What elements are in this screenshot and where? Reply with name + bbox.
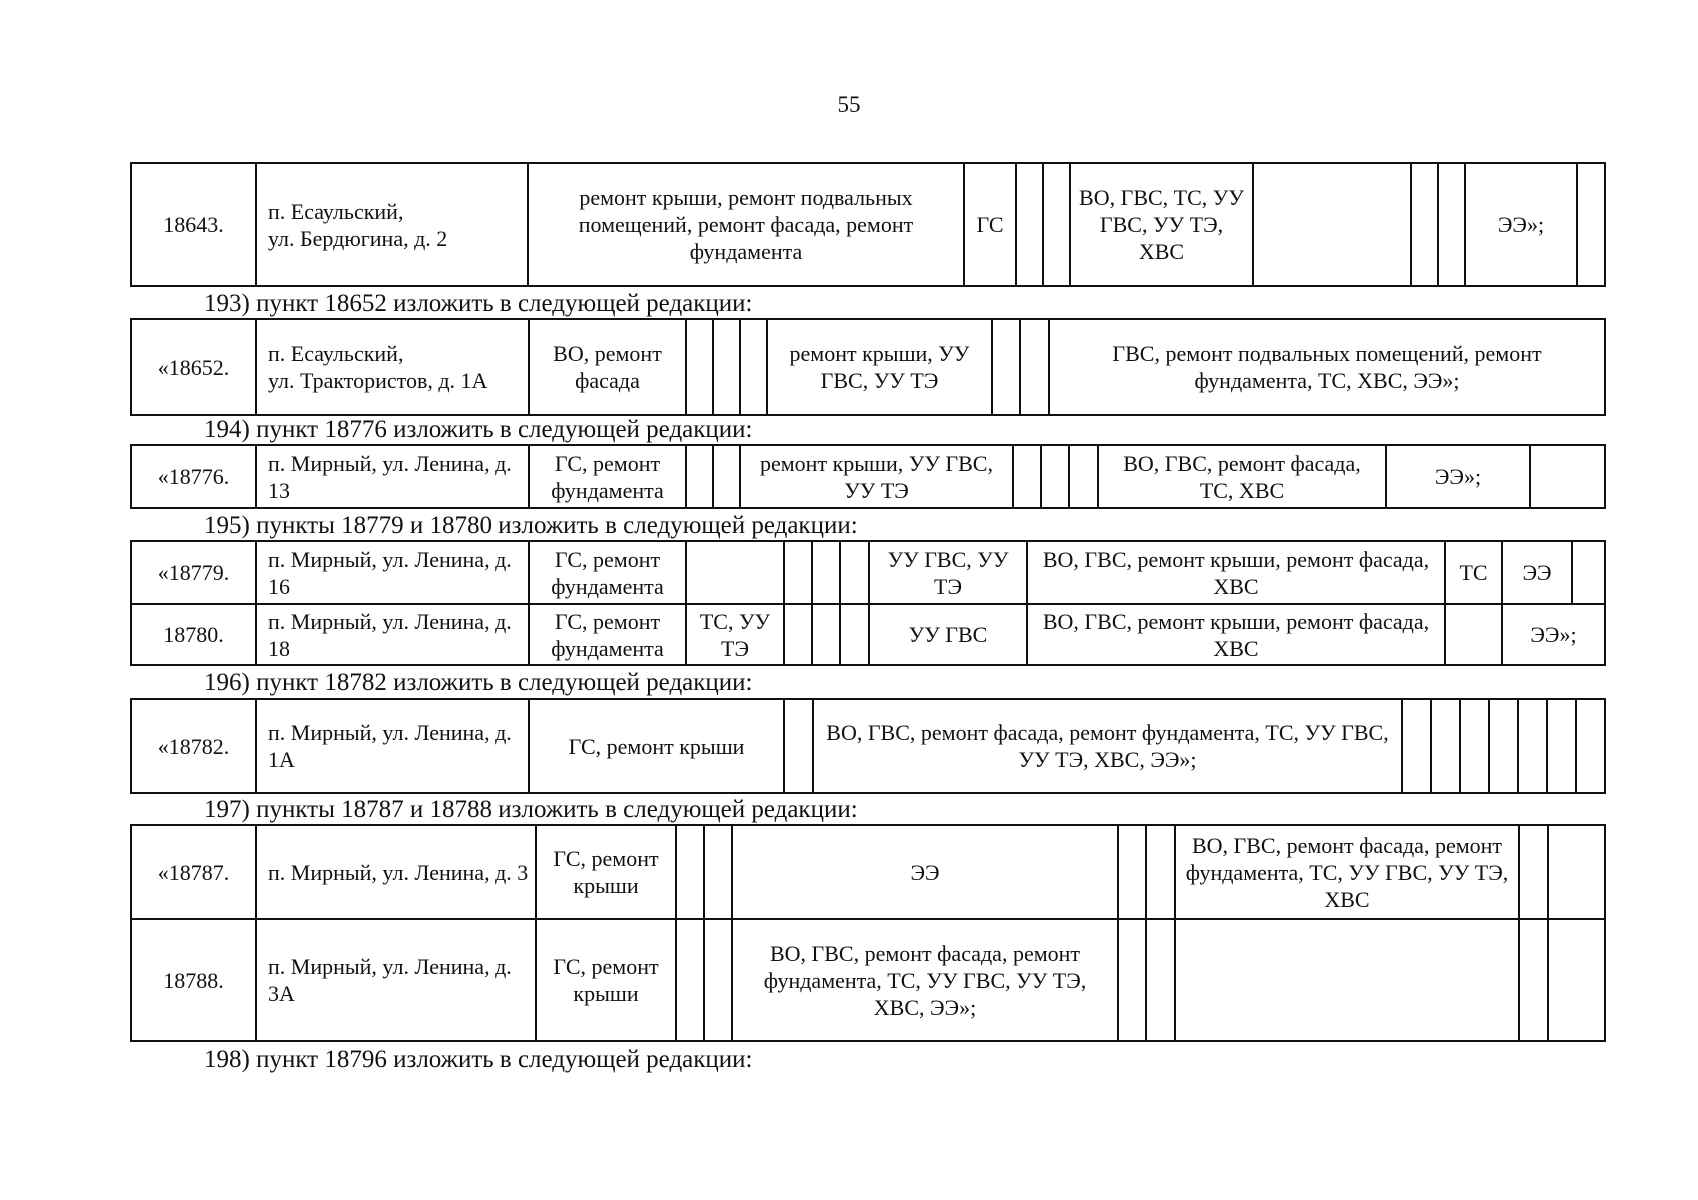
work-cell: ГС, ремонт крыши bbox=[529, 699, 784, 793]
empty-cell bbox=[1530, 445, 1605, 508]
item-number: «18652. bbox=[131, 319, 256, 415]
work-cell: ГС, ремонт фундамента bbox=[529, 445, 686, 508]
table-items-18787-18788 bbox=[130, 824, 1606, 1042]
work-cell: ремонт крыши, УУ ГВС, УУ ТЭ bbox=[767, 319, 992, 415]
empty-cell bbox=[840, 541, 869, 604]
table-item-18782 bbox=[130, 698, 1606, 794]
work-cell: ЭЭ bbox=[1502, 541, 1572, 604]
work-cell: УУ ГВС bbox=[869, 604, 1027, 665]
work-cell: ТС bbox=[1445, 541, 1502, 604]
work-cell: ВО, ГВС, ремонт фасада, ТС, ХВС bbox=[1098, 445, 1386, 508]
empty-cell bbox=[992, 319, 1020, 415]
empty-cell bbox=[676, 825, 704, 919]
empty-cell bbox=[1572, 541, 1605, 604]
empty-cell bbox=[1460, 699, 1489, 793]
empty-cell bbox=[1146, 919, 1175, 1041]
empty-cell bbox=[1175, 919, 1519, 1041]
item-address: п. Мирный, ул. Ленина, д. 3 bbox=[256, 825, 536, 919]
table-row bbox=[131, 319, 1605, 415]
table-row bbox=[131, 825, 1605, 919]
work-cell: ЭЭ bbox=[732, 825, 1118, 919]
work-cell: ГВС, ремонт подвальных помещений, ремонт фундамента, ТС, ХВС, ЭЭ»; bbox=[1049, 319, 1605, 415]
page-number: 55 bbox=[837, 92, 861, 117]
work-cell: ВО, ГВС, ТС, УУ ГВС, УУ ТЭ, ХВС bbox=[1070, 163, 1253, 286]
table-item-18652 bbox=[130, 318, 1606, 416]
item-address: п. Мирный, ул. Ленина, д. 1А bbox=[256, 699, 529, 793]
table-row bbox=[131, 604, 1605, 665]
empty-cell bbox=[704, 825, 732, 919]
empty-cell bbox=[1043, 163, 1070, 286]
empty-cell bbox=[1548, 919, 1605, 1041]
empty-cell bbox=[676, 919, 704, 1041]
empty-cell bbox=[1519, 825, 1548, 919]
item-number: 18643. bbox=[131, 163, 256, 286]
work-cell: УУ ГВС, УУ ТЭ bbox=[869, 541, 1027, 604]
empty-cell bbox=[1577, 163, 1605, 286]
empty-cell bbox=[1069, 445, 1098, 508]
empty-cell bbox=[812, 604, 840, 665]
work-cell: ГС, ремонт фундамента bbox=[529, 604, 686, 665]
work-cell: ТС, УУ ТЭ bbox=[686, 604, 784, 665]
table-item-18643 bbox=[130, 162, 1606, 287]
work-cell: ЭЭ»; bbox=[1502, 604, 1605, 665]
empty-cell bbox=[704, 919, 732, 1041]
empty-cell bbox=[1518, 699, 1547, 793]
work-cell: ГС, ремонт фундамента bbox=[529, 541, 686, 604]
empty-cell bbox=[686, 445, 713, 508]
work-cell: ВО, ГВС, ремонт крыши, ремонт фасада, ХВС bbox=[1027, 541, 1445, 604]
work-cell: ГС bbox=[964, 163, 1016, 286]
item-number: «18782. bbox=[131, 699, 256, 793]
work-cell: ЭЭ»; bbox=[1465, 163, 1577, 286]
empty-cell bbox=[1041, 445, 1069, 508]
empty-cell bbox=[1020, 319, 1049, 415]
work-cell: ЭЭ»; bbox=[1386, 445, 1530, 508]
table-row bbox=[131, 163, 1605, 286]
item-number: 18788. bbox=[131, 919, 256, 1041]
empty-cell bbox=[812, 541, 840, 604]
empty-cell bbox=[784, 604, 812, 665]
table-row bbox=[131, 699, 1605, 793]
work-cell: ГС, ремонт крыши bbox=[536, 825, 676, 919]
item-number: «18776. bbox=[131, 445, 256, 508]
empty-cell bbox=[1013, 445, 1041, 508]
empty-cell bbox=[1438, 163, 1465, 286]
work-cell: ВО, ГВС, ремонт фасада, ремонт фундамента, ТС, УУ ГВС, УУ ТЭ, ХВС, ЭЭ»; bbox=[732, 919, 1118, 1041]
item-number: «18787. bbox=[131, 825, 256, 919]
item-address: п. Мирный, ул. Ленина, д. 18 bbox=[256, 604, 529, 665]
item-number: «18779. bbox=[131, 541, 256, 604]
table-row bbox=[131, 541, 1605, 604]
work-cell: ВО, ГВС, ремонт крыши, ремонт фасада, ХВС bbox=[1027, 604, 1445, 665]
amendment-instruction: 197) пункты 18787 и 18788 изложить в следующей редакции: bbox=[204, 796, 858, 823]
amendment-instruction: 198) пункт 18796 изложить в следующей редакции: bbox=[204, 1046, 753, 1073]
work-cell: ГС, ремонт крыши bbox=[536, 919, 676, 1041]
empty-cell bbox=[1519, 919, 1548, 1041]
work-cell: ВО, ГВС, ремонт фасада, ремонт фундамента, ТС, УУ ГВС, УУ ТЭ, ХВС bbox=[1175, 825, 1519, 919]
empty-cell bbox=[1253, 163, 1411, 286]
item-address: п. Есаульский, ул. Трактористов, д. 1А bbox=[256, 319, 529, 415]
empty-cell bbox=[1431, 699, 1460, 793]
amendment-instruction: 195) пункты 18779 и 18780 изложить в следующей редакции: bbox=[204, 512, 858, 539]
empty-cell bbox=[1576, 699, 1605, 793]
empty-cell bbox=[713, 445, 740, 508]
empty-cell bbox=[1547, 699, 1576, 793]
empty-cell bbox=[1411, 163, 1438, 286]
table-items-18779-18780 bbox=[130, 540, 1606, 666]
empty-cell bbox=[784, 541, 812, 604]
work-cell: ремонт крыши, УУ ГВС, УУ ТЭ bbox=[740, 445, 1013, 508]
table-row bbox=[131, 919, 1605, 1041]
item-address: п. Мирный, ул. Ленина, д. 13 bbox=[256, 445, 529, 508]
empty-cell bbox=[1445, 604, 1502, 665]
work-cell: ВО, ГВС, ремонт фасада, ремонт фундамента, ТС, УУ ГВС, УУ ТЭ, ХВС, ЭЭ»; bbox=[813, 699, 1402, 793]
empty-cell bbox=[1016, 163, 1043, 286]
empty-cell bbox=[713, 319, 740, 415]
item-address: п. Мирный, ул. Ленина, д. 16 bbox=[256, 541, 529, 604]
empty-cell bbox=[840, 604, 869, 665]
item-number: 18780. bbox=[131, 604, 256, 665]
empty-cell bbox=[686, 541, 784, 604]
empty-cell bbox=[740, 319, 767, 415]
empty-cell bbox=[686, 319, 713, 415]
empty-cell bbox=[1118, 825, 1146, 919]
work-cell: ВО, ремонт фасада bbox=[529, 319, 686, 415]
table-item-18776 bbox=[130, 444, 1606, 509]
item-address: п. Мирный, ул. Ленина, д. 3А bbox=[256, 919, 536, 1041]
amendment-instruction: 193) пункт 18652 изложить в следующей редакции: bbox=[204, 290, 753, 317]
table-row bbox=[131, 445, 1605, 508]
empty-cell bbox=[784, 699, 813, 793]
amendment-instruction: 196) пункт 18782 изложить в следующей редакции: bbox=[204, 669, 753, 696]
work-cell: ремонт крыши, ремонт подвальных помещений, ремонт фасада, ремонт фундамента bbox=[528, 163, 964, 286]
empty-cell bbox=[1402, 699, 1431, 793]
item-address: п. Есаульский, ул. Бердюгина, д. 2 bbox=[256, 163, 528, 286]
empty-cell bbox=[1489, 699, 1518, 793]
empty-cell bbox=[1146, 825, 1175, 919]
empty-cell bbox=[1118, 919, 1146, 1041]
empty-cell bbox=[1548, 825, 1605, 919]
amendment-instruction: 194) пункт 18776 изложить в следующей редакции: bbox=[204, 416, 753, 443]
